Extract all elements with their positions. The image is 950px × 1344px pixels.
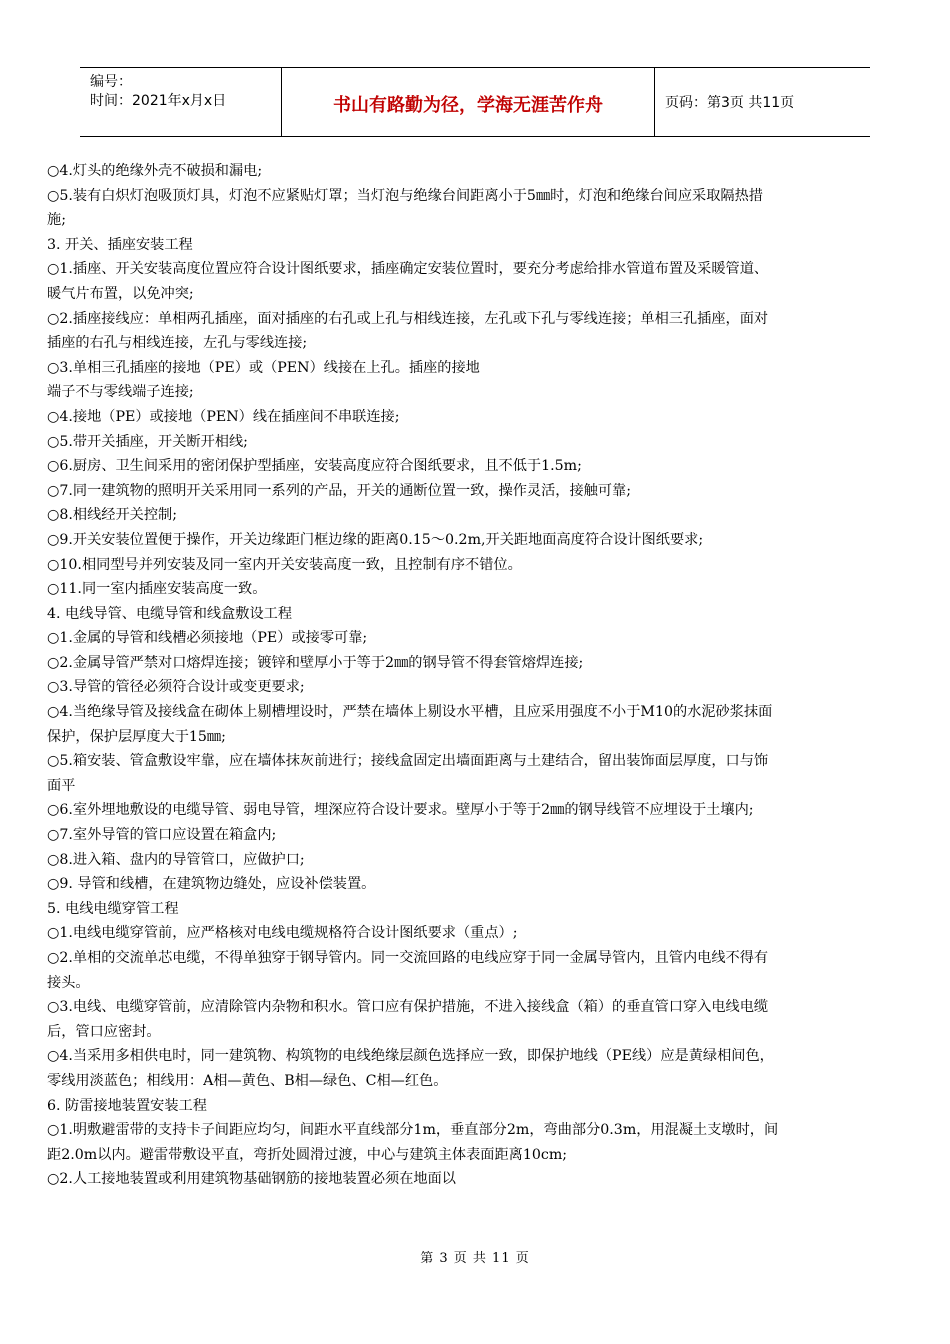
text-line: 施; — [47, 212, 66, 229]
text-line: ○4.灯头的绝缘外壳不破损和漏电; — [47, 163, 263, 179]
text-line: 5. 电线电缆穿管工程 — [47, 900, 179, 917]
text-line: 端子不与零线端子连接; — [47, 384, 194, 401]
text-line: ○10.相同型号并列安装及同一室内开关安装高度一致，且控制有序不错位。 — [47, 556, 522, 573]
document-body — [47, 159, 897, 1192]
text-line: 接头。 — [47, 974, 90, 991]
text-line: ○2.金属导管严禁对口熔焊连接；镀锌和壁厚小于等于2㎜的钢导管不得套管熔焊连接; — [47, 654, 584, 671]
text-line: ○3.导管的管径必须符合设计或变更要求; — [47, 679, 305, 696]
text-line: 距2.0m以内。避雷带敷设平直，弯折处圆滑过渡，中心与建筑主体表面距离10cm; — [47, 1146, 568, 1163]
text-line: ○8.相线经开关控制; — [47, 507, 178, 524]
text-line: 3. 开关、插座安装工程 — [47, 236, 193, 253]
text-line: ○4.接地（PE）或接地（PEN）线在插座间不串联连接; — [47, 408, 400, 425]
text-line: ○1.电线电缆穿管前，应严格核对电线电缆规格符合设计图纸要求（重点）; — [47, 925, 518, 942]
text-line: ○9. 导管和线槽，在建筑物边缝处，应设补偿装置。 — [47, 876, 376, 893]
document-number-label: 编号： — [90, 74, 132, 90]
text-line: 面平 — [47, 777, 76, 794]
text-line: ○2.单相的交流单芯电缆，不得单独穿于钢导管内。同一交流回路的电线应穿于同一金属导管内，且管内电线不得有 — [47, 950, 769, 966]
text-line: ○8.进入箱、盘内的导管管口，应做护口; — [47, 851, 305, 868]
header-info-cell — [80, 68, 282, 136]
text-line: ○6.室外埋地敷设的电缆导管、弱电导管，埋深应符合设计要求。壁厚小于等于2㎜的钢导线管不应埋设于土壤内; — [47, 802, 754, 819]
text-line: ○1.明敷避雷带的支持卡子间距应均匀，间距水平直线部分1m，垂直部分2m，弯曲部分0.3m，用混凝土支墩时，间 — [47, 1122, 779, 1139]
text-line: ○1.插座、开关安装高度位置应符合设计图纸要求，插座确定安装位置时，要充分考虑给排水管道布置及采暖管道、 — [47, 261, 769, 278]
text-line: ○4.当采用多相供电时，同一建筑物、构筑物的电线绝缘层颜色选择应一致，即保护地线（PE线）应是黄绿相间色， — [47, 1048, 774, 1065]
page-footer: 第 3 页 共 11 页 — [420, 1251, 530, 1266]
text-line: ○11.同一室内插座安装高度一致。 — [47, 581, 267, 598]
text-line: ○3.电线、电缆穿管前，应清除管内杂物和积水。管口应有保护措施，不进入接线盒（箱）的垂直管口穿入电线电缆 — [47, 999, 769, 1016]
header-motto: 书山有路勤为径，学海无涯苦作舟 — [282, 68, 655, 136]
text-line: ○7.室外导管的管口应设置在箱盒内; — [47, 827, 277, 844]
header-page-number: 页码：第3页 共11页 — [665, 95, 795, 111]
text-line: ○5.带开关插座，开关断开相线; — [47, 433, 248, 450]
text-line: 保护，保护层厚度大于15㎜; — [47, 728, 226, 745]
text-line: 暖气片布置，以免冲突; — [47, 285, 194, 302]
text-line: ○2.人工接地装置或利用建筑物基础钢筋的接地装置必须在地面以 — [47, 1171, 456, 1188]
text-line: ○1.金属的导管和线槽必须接地（PE）或接零可靠; — [47, 630, 368, 647]
text-line: ○5.箱安装、管盒敷设牢靠，应在墙体抹灰前进行；接线盒固定出墙面距离与土建结合，留出装饰面层厚度，口与饰 — [47, 753, 769, 770]
text-line: 插座的右孔与相线连接，左孔与零线连接; — [47, 335, 308, 352]
text-line: ○5.装有白炽灯泡吸顶灯具，灯泡不应紧贴灯罩；当灯泡与绝缘台间距离小于5㎜时，灯泡和绝缘台间应采取隔热措 — [47, 187, 763, 204]
text-line: 6. 防雷接地装置安装工程 — [47, 1097, 207, 1114]
text-line: ○7.同一建筑物的照明开关采用同一系列的产品，开关的通断位置一致，操作灵活，接触可靠; — [47, 482, 632, 499]
document-time-label: 时间：2021年x月x日 — [90, 93, 227, 109]
text-line: 零线用淡蓝色；相线用：A相—黄色、B相—绿色、C相—红色。 — [47, 1072, 448, 1089]
text-line: ○3.单相三孔插座的接地（PE）或（PEN）线接在上孔。插座的接地 — [47, 359, 480, 376]
text-line: 后，管口应密封。 — [47, 1023, 161, 1040]
text-line: 4. 电线导管、电缆导管和线盒敷设工程 — [47, 605, 293, 622]
text-line: ○2.插座接线应：单相两孔插座，面对插座的右孔或上孔与相线连接，左孔或下孔与零线连接；单相三孔插座，面对 — [47, 310, 769, 327]
text-line: ○9.开关安装位置便于操作，开关边缘距门框边缘的距离0.15～0.2m,开关距地面高度符合设计图纸要求; — [47, 531, 704, 548]
text-line: ○6.厨房、卫生间采用的密闭保护型插座，安装高度应符合图纸要求，且不低于1.5m; — [47, 458, 582, 475]
page-header — [80, 67, 870, 137]
text-line: ○4.当绝缘导管及接线盒在砌体上剔槽埋设时，严禁在墙体上剔设水平槽，且应采用强度不小于M10的水泥砂浆抹面 — [47, 704, 773, 721]
